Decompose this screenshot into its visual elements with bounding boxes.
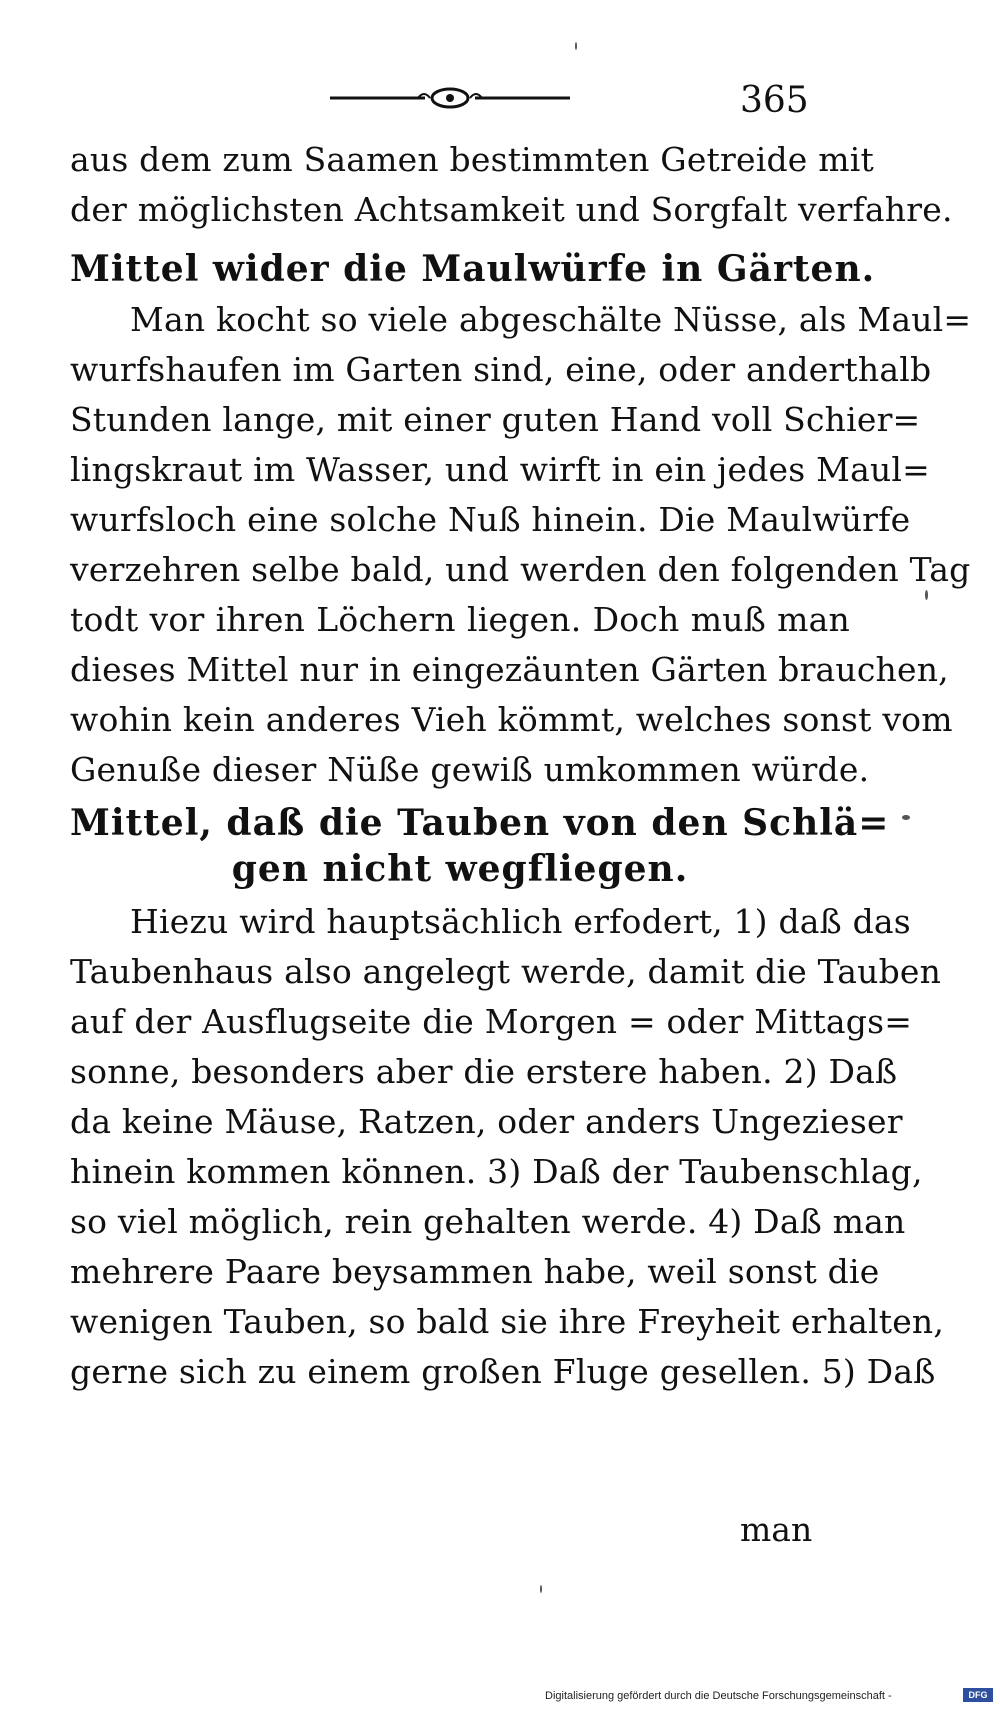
text-line: hinein kommen können. 3) Daß der Taubenschlag,	[70, 1152, 923, 1191]
text-line: Hiezu wird hauptsächlich erfodert, 1) daß das	[130, 902, 911, 941]
section-heading: Mittel, daß die Tauben von den Schlä=	[70, 802, 890, 844]
section-heading: Mittel wider die Maulwürfe in Gärten.	[70, 248, 876, 290]
text-line: dieses Mittel nur in eingezäunten Gärten brauchen,	[70, 650, 949, 689]
text-line: gerne sich zu einem großen Fluge gesellen. 5) Daß	[70, 1352, 936, 1391]
text-line: verzehren selbe bald, und werden den folgenden Tag	[70, 550, 971, 589]
catchword: man	[740, 1510, 813, 1549]
text-line: Stunden lange, mit einer guten Hand voll Schier=	[70, 400, 921, 439]
text-line: da keine Mäuse, Ratzen, oder anders Ungezieser	[70, 1102, 903, 1141]
text-line: todt vor ihren Löchern liegen. Doch muß man	[70, 600, 850, 639]
scan-speck	[925, 590, 928, 600]
scan-speck	[540, 1585, 542, 1593]
text-line: wenigen Tauben, so bald sie ihre Freyheit erhalten,	[70, 1302, 945, 1341]
ornament-rule-icon	[330, 78, 570, 118]
scan-speck	[575, 42, 577, 50]
text-line: auf der Ausflugseite die Morgen = oder Mittags=	[70, 1002, 913, 1041]
text-line: Man kocht so viele abgeschälte Nüsse, als Maul=	[130, 300, 972, 339]
text-line: wurfshaufen im Garten sind, eine, oder anderthalb	[70, 350, 932, 389]
page-number: 365	[740, 80, 809, 121]
text-line: mehrere Paare beysammen habe, weil sonst die	[70, 1252, 880, 1291]
text-line: sonne, besonders aber die erstere haben. 2) Daß	[70, 1052, 898, 1091]
text-line: wurfsloch eine solche Nuß hinein. Die Maulwürfe	[70, 500, 911, 539]
text-line: aus dem zum Saamen bestimmten Getreide mit	[70, 140, 874, 179]
digitization-credit: Digitalisierung gefördert durch die Deutsche Forschungsgemeinschaft -	[545, 1690, 892, 1702]
text-line: lingskraut im Wasser, und wirft in ein jedes Maul=	[70, 450, 931, 489]
text-line: so viel möglich, rein gehalten werde. 4) Daß man	[70, 1202, 906, 1241]
text-line: wohin kein anderes Vieh kömmt, welches sonst vom	[70, 700, 953, 739]
text-line: Genuße dieser Nüße gewiß umkommen würde.	[70, 750, 870, 789]
section-heading-continued: gen nicht wegfliegen.	[231, 848, 689, 890]
text-line: Taubenhaus also angelegt werde, damit die Tauben	[70, 952, 942, 991]
scan-speck	[902, 815, 910, 820]
text-line: der möglichsten Achtsamkeit und Sorgfalt verfahre.	[70, 190, 953, 229]
dfg-logo: DFG	[963, 1688, 993, 1702]
